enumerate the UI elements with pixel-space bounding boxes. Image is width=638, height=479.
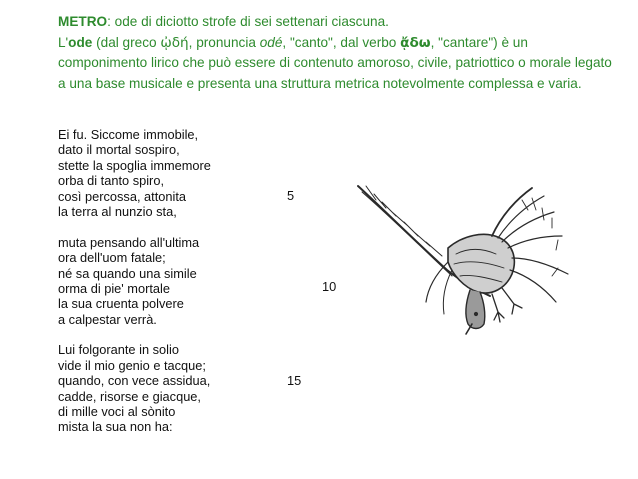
rest-text: , "cantare") è un componimento lirico che può essere di contenuto amoroso, civile, patriottico o morale legato a una base musicale e presenta una struttura metrica notevolmente complessa e varia.	[58, 34, 612, 91]
poem-line: ora dell'uom fatale;	[58, 250, 166, 266]
paren-open: (dal greco	[92, 34, 161, 50]
mid-text: , "canto", dal verbo	[282, 34, 401, 50]
poem-line: dato il mortal sospiro,	[58, 142, 180, 158]
line-number-15: 15	[287, 373, 302, 388]
poem-line: così percossa, attonita	[58, 188, 187, 204]
poem-line: orma di pie' mortale	[58, 280, 170, 296]
poem	[58, 127, 211, 435]
poem-line: a calpestar verrà.	[58, 311, 157, 327]
intro-paragraph	[58, 12, 618, 94]
poem-line: quando, con vece assidua,	[58, 373, 211, 389]
poem-line: mista la sua non ha:	[58, 419, 173, 435]
metro-label: METRO	[58, 14, 108, 29]
poem-line: muta pensando all'ultima	[58, 234, 200, 250]
poem-line: né sa quando una simile	[58, 265, 197, 281]
stanza-2	[58, 235, 211, 327]
poem-line: Ei fu. Siccome immobile,	[58, 127, 199, 142]
poem-line: di mille voci al sònito	[58, 404, 176, 420]
line-number-10: 10	[322, 279, 337, 294]
poem-line: cadde, risorse e giacque,	[58, 388, 201, 404]
greek-verb: ᾄδω	[400, 34, 431, 51]
metro-text: : ode di diciotto strofe di sei settenari ciascuna.	[107, 14, 389, 29]
line-number-5: 5	[287, 188, 295, 203]
ode-word: ode	[68, 34, 93, 50]
poem-line: la terra al nunzio sta,	[58, 203, 177, 219]
greek-ode: ᾠδή	[160, 34, 189, 51]
poem-line: Lui folgorante in solio	[58, 342, 179, 358]
fallen-bird-icon	[352, 178, 578, 336]
poem-line: stette la spoglia immemore	[58, 157, 211, 173]
poem-line: la sua cruenta polvere	[58, 296, 184, 312]
ode-pronunciation: odé	[259, 34, 283, 50]
stanza-3	[58, 342, 211, 434]
ode-prefix: L'	[58, 34, 69, 50]
poem-line: orba di tanto spiro,	[58, 173, 164, 189]
stanza-1	[58, 127, 211, 219]
after-greek: , pronuncia	[188, 34, 260, 50]
poem-line: vide il mio genio e tacque;	[58, 357, 206, 373]
stanza-gap	[58, 219, 211, 234]
stanza-gap	[58, 327, 211, 342]
